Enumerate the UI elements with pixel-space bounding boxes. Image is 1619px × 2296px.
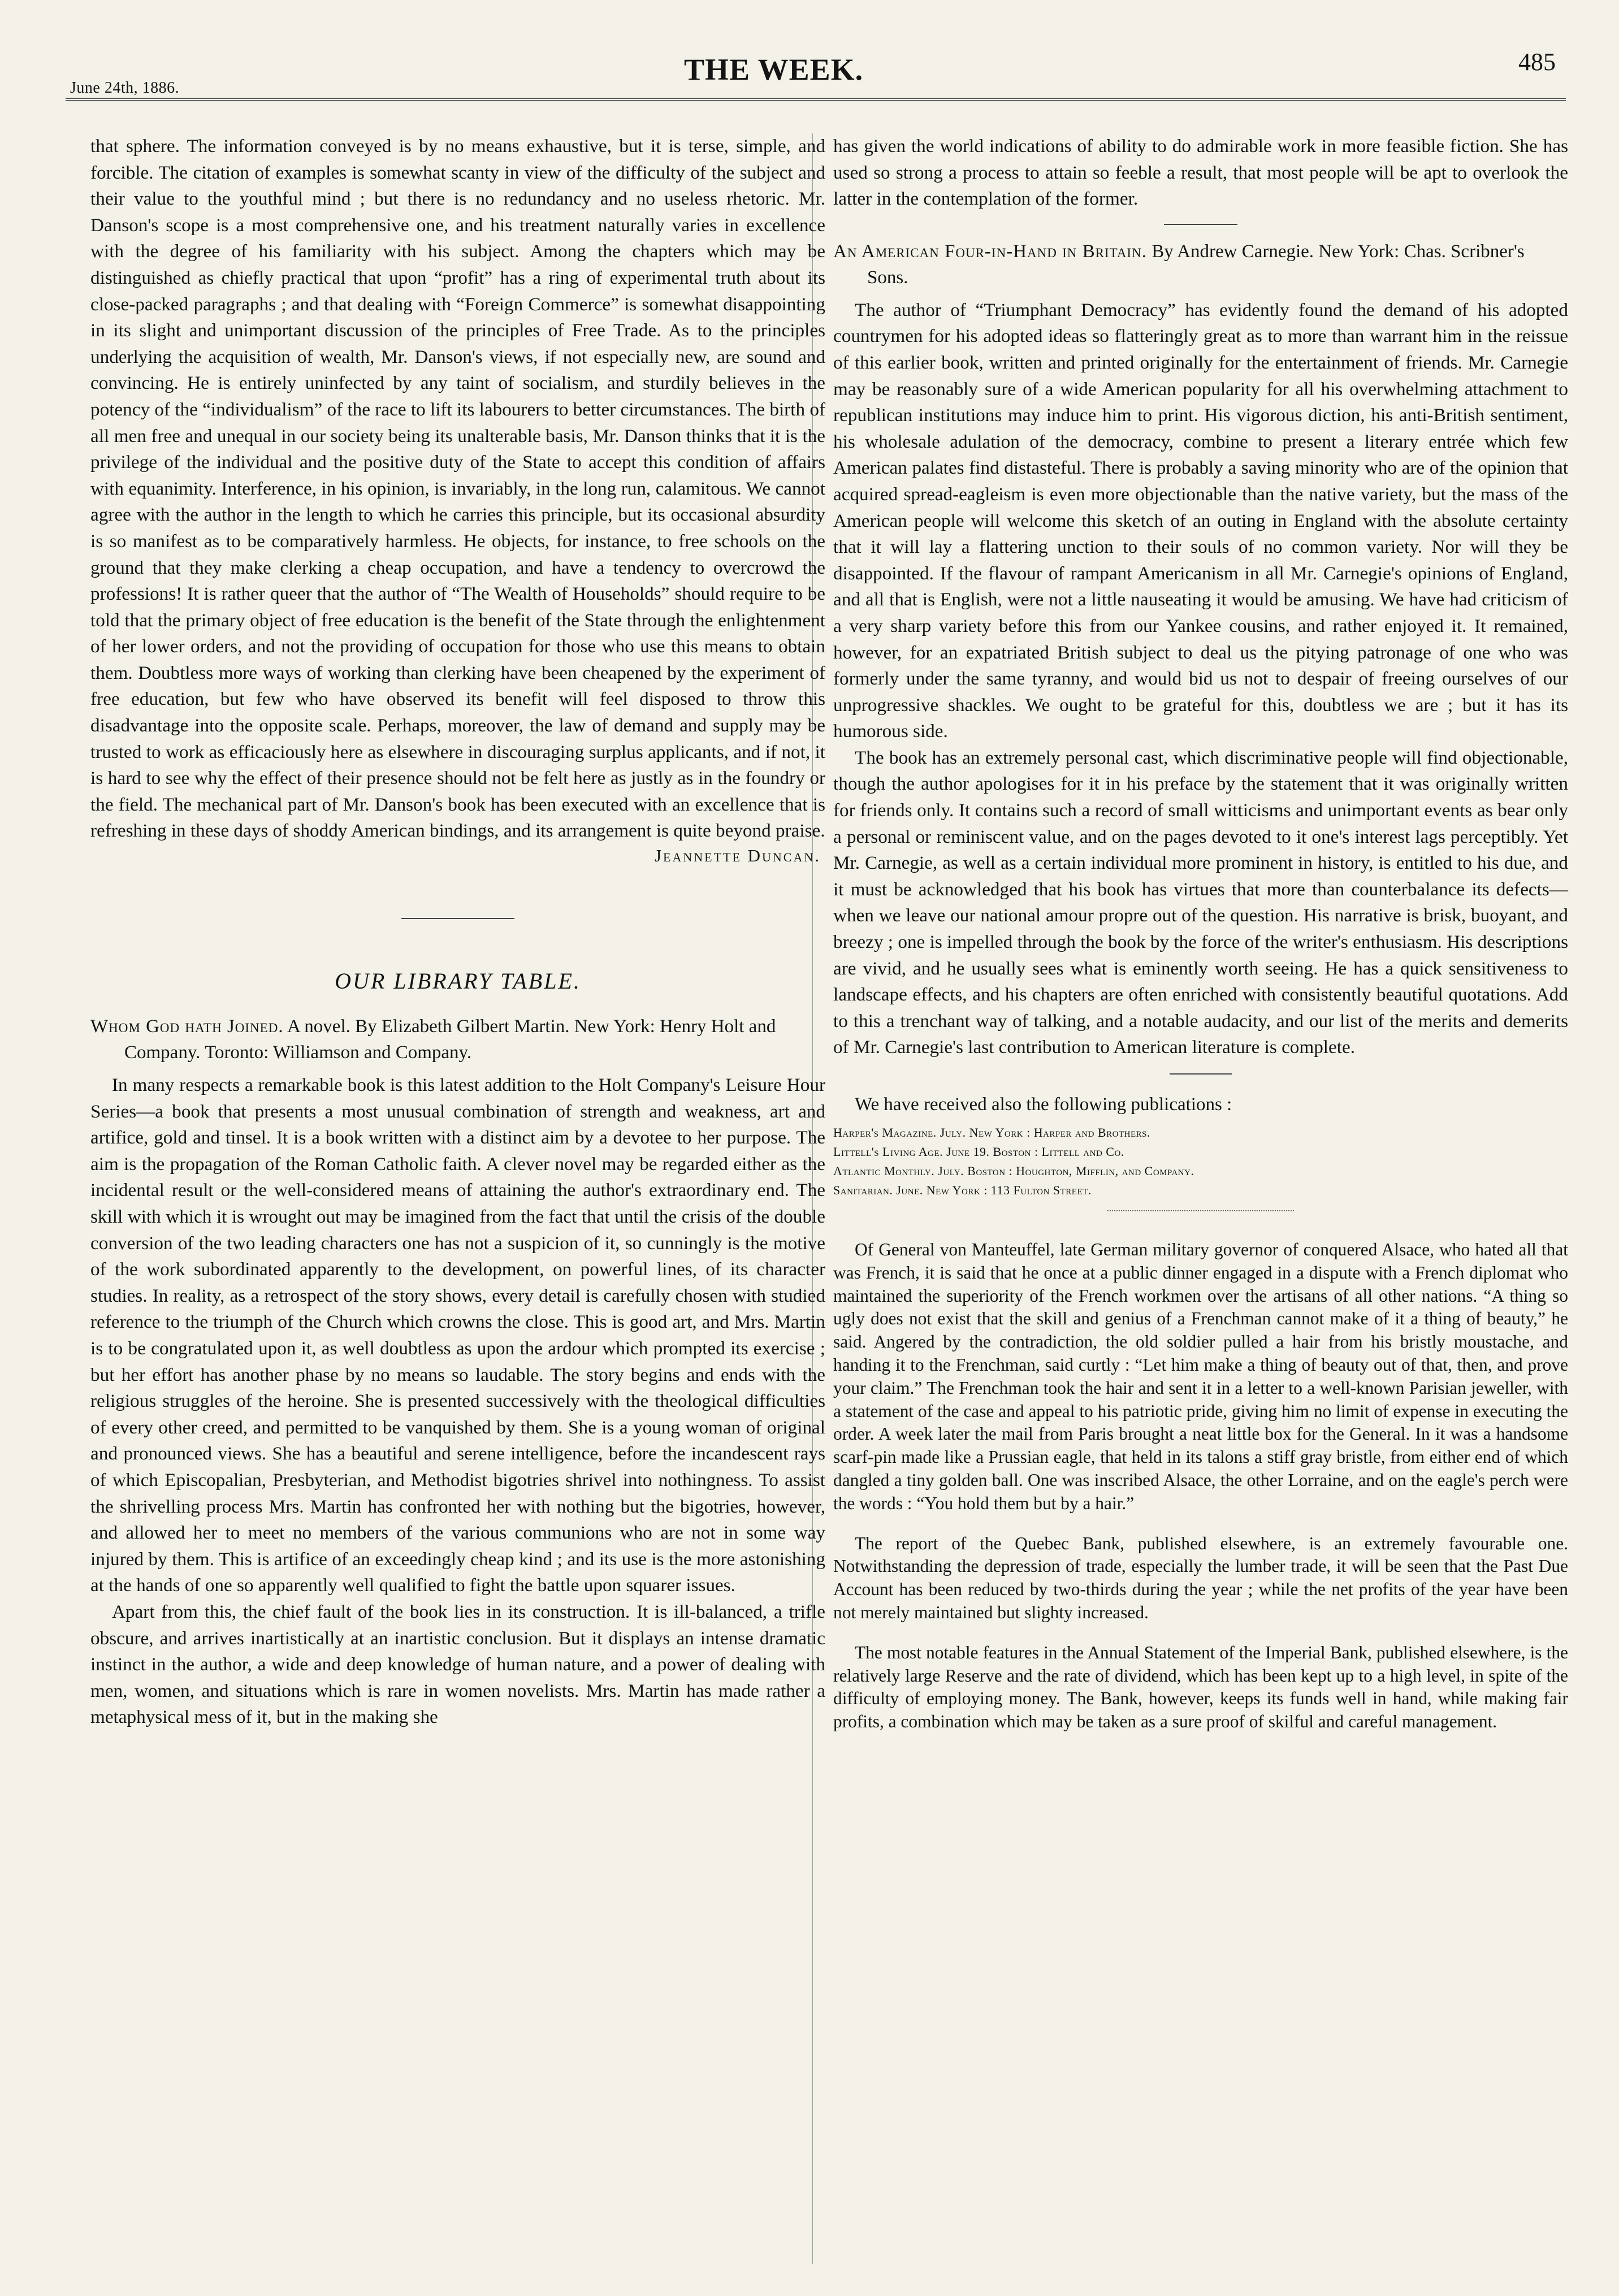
- masthead-title: THE WEEK.: [684, 53, 864, 86]
- list-item: Harper's Magazine. July. New York : Harper and Brothers.: [833, 1125, 1150, 1140]
- review-paragraph: In many respects a remarkable book is this latest addition to the Holt Company's Leisure Hour Series—a book that presents a most unusual combination of strength and weakness, art and artifice, gold and tinsel. It is a book written with a distinct aim by a devotee to her purpose. The aim is the propagation of the Roman Catholic faith. A clever novel may be regarded either as the incidental result or the well-considered means of attaining the author's extraordinary end. The skill with which it is wrought out may be imagined from the fact that until the crisis of the double conversion of the two leading characters one has not a suspicion of it, so cunningly is the motive of the work subordinated apparently to the development, on powerful lines, of its character studies. In reality, as a retrospect of the story shows, every detail is carefully chosen with studied reference to the triumph of the Church which crowns the close. This is good art, and Mrs. Martin is to be congratulated upon it, as well doubtless as upon the ardour which prompted its exercise ; but her effort has another phase by no means so laudable. The story begins and ends with the religious struggles of the heroine. She is presented successively with the theological difficulties of every other creed, and permitted to be vanquished by them. She is a young woman of original and pronounced views. She has a beautiful and serene intelligence, before the incandescent rays of which Episcopalian, Presbyterian, and Methodist bigotries shrivel into nothingness. To assist the shrivelling process Mrs. Martin has confronted her with nothing but the bigotries, however, and allowed her to meet no members of the various communions who are not in some way injured by them. This is artifice of an exceedingly cheap kind ; and its use is the more astonishing at the hands of one so apparently well qualified to fight the battle upon squarer issues.: [90, 1075, 825, 1596]
- book-entry-details: By Andrew Carnegie. New York: Chas. Scribner's Sons.: [867, 241, 1525, 288]
- section-title: OUR LIBRARY TABLE.: [335, 968, 581, 994]
- left-column: [90, 133, 825, 1731]
- note-paragraph: The most notable features in the Annual Statement of the Imperial Bank, published elsewhere, is the relatively large Reserve and the rate of dividend, which has been kept up to a high level, in spite of the difficulty of employing money. The Bank, however, keeps its funds well in hand, while making fair profits, a combination which may be taken as a sure proof of skilful and careful management.: [833, 1642, 1568, 1732]
- note-paragraph: Of General von Manteuffel, late German military governor of conquered Alsace, who hated all that was French, it is said that he once at a public dinner engaged in a dispute with a French diplomat who maintained the superiority of the French workmen over the artisans of all other nations. “A thing so ugly does not exist that the skill and genius of a Frenchman cannot make of it a thing of beauty,” he said. Angered by the contradiction, the old soldier pulled a hair from his bristly moustache, and handing it to the Frenchman, said curtly : “Let him make a thing of beauty out of that, then, and prove your claim.” The Frenchman took the hair and sent it in a letter to a well-known Parisian jeweller, with a statement of the case and appeal to his patriotic pride, giving him no limit of expense in executing the order. A week later the mail from Paris brought a neat little box for the General. In it was a handsome scarf-pin made like a Prussian eagle, that held in its talons a stiff gray bristle, from either end of which dangled a tiny golden ball. One was inscribed Alsace, the other Lorraine, and on the eagle's perch were the words : “You hold them but by a hair.”: [833, 1240, 1568, 1513]
- note-paragraph: The report of the Quebec Bank, published elsewhere, is an extremely favourable one. Notwithstanding the depression of trade, especially the lumber trade, it will be seen that the Past Due Account has been reduced by two-thirds during the year ; while the net profits of the year have been not merely maintained but slighty increased.: [833, 1533, 1568, 1622]
- book-entry-details: A novel. By Elizabeth Gilbert Martin. New York: Henry Holt and Company. Toronto: Williamson and Company.: [124, 1016, 776, 1063]
- review-paragraph: Apart from this, the chief fault of the book lies in its construction. It is ill-balanced, a trifle obscure, and arrives inartistically at an inartistic conclusion. But it displays an intense dramatic instinct in the author, a wide and deep knowledge of human nature, and a power of dealing with men, women, and situations which is rare in women novelists. Mrs. Martin has made rather a metaphysical mess of it, but in the making she: [90, 1601, 825, 1728]
- review-signature: Jeannette Duncan.: [654, 846, 821, 866]
- book-entry-heading: [833, 239, 1568, 291]
- entry-rule: [1170, 1073, 1232, 1075]
- book-entry-heading: [90, 1013, 825, 1065]
- list-item: Littell's Living Age. June 19. Boston : Littell and Co.: [833, 1145, 1124, 1159]
- notes-rule: [1107, 1210, 1294, 1211]
- right-column: [833, 133, 1568, 1734]
- issue-date: June 24th, 1886.: [70, 79, 180, 97]
- header-rule: [66, 98, 1566, 101]
- publications-list: [833, 1123, 1568, 1200]
- page-number: 485: [1518, 48, 1556, 76]
- review-continuation: that sphere. The information conveyed is by no means exhaustive, but it is terse, simple, and forcible. The citation of examples is somewhat scanty in view of the difficulty of the subject and their value to the youthful mind ; but there is no redundancy and no useless rhetoric. Mr. Danson's scope is a most comprehensive one, and his treatment naturally varies in excellence with the degree of his familiarity with his subject. Among the chapters which may be distinguished as chiefly practical that upon “profit” has a ring of experimental truth about its close-packed paragraphs ; and that dealing with “Foreign Commerce” is somewhat disappointing in its slight and unimportant discussion of the principles of Free Trade. As to the principles underlying the acquisition of wealth, Mr. Danson's views, if not especially new, are sound and convincing. He is entirely uninfected by any taint of socialism, and sturdily believes in the potency of the “individualism” of the race to lift its labourers to better circumstances. The birth of all men free and unequal in our society being its unalterable basis, Mr. Danson thinks that it is the privilege of the individual and the positive duty of the State to accept this condition of affairs with equanimity. Interference, in his opinion, is invariably, in the long run, calamitous. We cannot agree with the author in the length to which he carries this principle, but its occasional absurdity is so manifest as to be comparatively harmless. He objects, for instance, to free schools on the ground that they make clerking a cheap occupation, and have a tendency to overcrowd the professions! It is rather queer that the author of “The Wealth of Households” should require to be told that the primary object of free education is the benefit of the State through the enlightenment of her lower orders, and not the providing of occupation for those who use this means to obtain them. Doubtless more ways of working than clerking have been cheapened by the experiment of free education, but few who have observed its benefit will feel disposed to throw this disadvantage into the opposite scale. Perhaps, moreover, the law of demand and supply may be trusted to work as efficaciously here as elsewhere in discouraging surplus applicants, and if not, it is hard to see why the effect of their presence should not be felt here as justly as in the foundry or the field. The mechanical part of Mr. Danson's book has been executed with an excellence that is refreshing in these days of shoddy American bindings, and its arrangement is quite beyond praise.: [90, 136, 825, 842]
- review-continuation: has given the world indications of ability to do admirable work in more feasible fiction. She has used so strong a process to attain so feeble a result, that most people will be apt to overlook the latter in the contemplation of the former.: [833, 136, 1568, 210]
- list-item: Sanitarian. June. New York : 113 Fulton Street.: [833, 1183, 1092, 1197]
- review-paragraph: The book has an extremely personal cast, which discriminative people will find objectionable, though the author apologises for it in his preface by the statement that it was originally written for friends only. It contains such a record of small witticisms and unimportant events as bear only a personal or reminiscent value, and on the pages devoted to it one's interest lags perceptibly. Yet Mr. Carnegie, as well as a certain individual more prominent in history, is entitled to his due, and it must be acknowledged that his book has virtues that more than counterbalance its defects—when we leave our national amour propre out of the question. His narrative is brisk, buoyant, and breezy ; one is impelled through the book by the force of the writer's enthusiasm. His descriptions are vivid, and he usually sees what is eminently worth seeing. He has a quick sensitiveness to landscape effects, and his chapters are often enriched with consistently beautiful quotations. Add to this a trenchant way of talking, and a notable audacity, and our list of the merits and demerits of Mr. Carnegie's last contribution to American literature is complete.: [833, 747, 1568, 1058]
- entry-rule: [1164, 224, 1237, 225]
- book-entry-title: Whom God hath Joined.: [90, 1016, 284, 1037]
- section-rule: [401, 918, 514, 919]
- review-paragraph: The author of “Triumphant Democracy” has evidently found the demand of his adopted countrymen for his adopted ideas so flatteringly great as to more than warrant him in the reissue of this earlier book, written and printed originally for the entertainment of friends. Mr. Carnegie may be reasonably sure of a wide American popularity for all his overwhelming attachment to republican institutions may induce him to print. His vigorous diction, his anti-British sentiment, his wholesale adulation of the democracy, combine to present a literary entrée which few American palates find distasteful. There is probably a saving minority who are of the opinion that acquired spread-eagleism is even more objectionable than the native variety, but the mass of the American people will welcome this sketch of an outing in England with the absolute certainty that it will lay a flattering unction to their souls of no common variety. Nor will they be disappointed. If the flavour of rampant Americanism in all Mr. Carnegie's opinions of England, and all that is English, were not a little nauseating it would be amusing. We have had criticism of a very sharp variety before this from our Yankee cousins, and rather enjoyed it. It remained, however, for an expatriated British subject to deal us the pitying patronage of one who was formerly under the same tyranny, and would bid us not to despair of freeing ourselves of our unprogressive shackles. We ought to be grateful for this, doubtless we are ; but it has its humorous side.: [833, 299, 1568, 742]
- publications-intro: We have received also the following publications :: [855, 1094, 1232, 1115]
- list-item: Atlantic Monthly. July. Boston : Houghton, Mifflin, and Company.: [833, 1164, 1194, 1178]
- book-entry-title: An American Four-in-Hand in Britain.: [833, 241, 1147, 262]
